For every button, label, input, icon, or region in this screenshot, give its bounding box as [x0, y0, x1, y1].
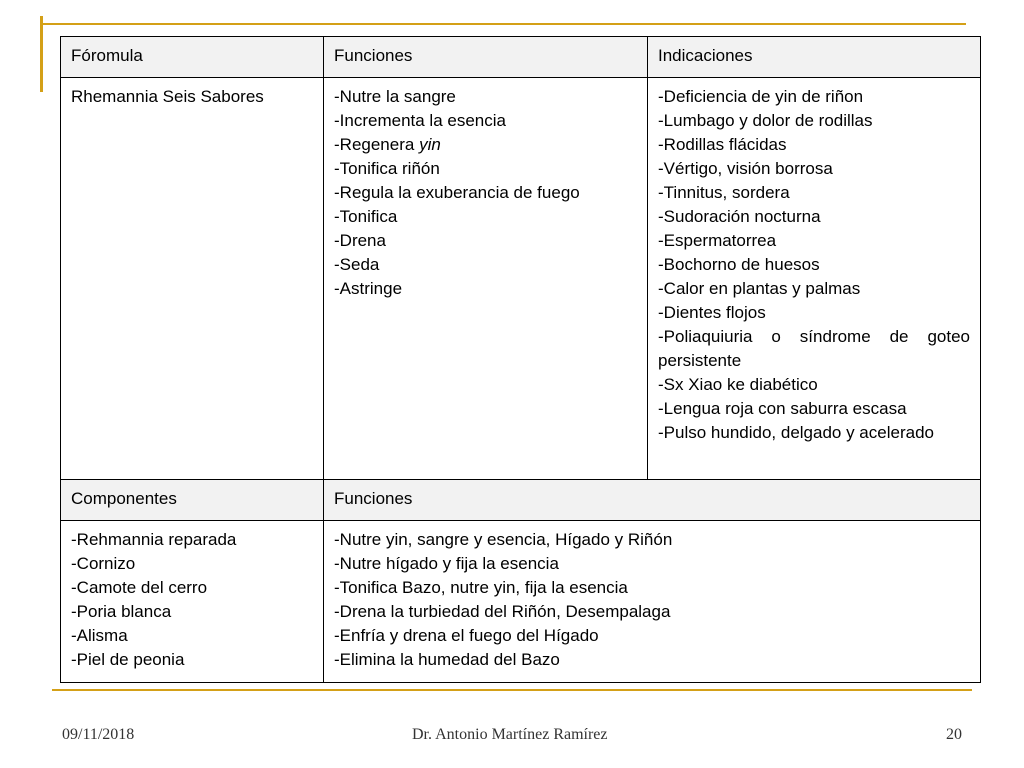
list-item: -Dientes flojos [658, 303, 766, 323]
decorative-bottom-line [52, 689, 972, 691]
header-funciones: Funciones [324, 37, 648, 78]
list-item: -Espermatorrea [658, 231, 777, 251]
list-item: -Cornizo [71, 554, 136, 574]
table-header-row-2 [61, 480, 981, 521]
indicaciones-cell [648, 78, 981, 480]
list-item: -Tonifica [334, 207, 398, 227]
list-item: -Poliaquiuria o síndrome de goteo persistente [658, 327, 970, 371]
list-item: -Rodillas flácidas [658, 135, 787, 155]
list-item: -Drena [334, 231, 386, 251]
table-row-componentes [61, 521, 981, 683]
list-item: -Incrementa la esencia [334, 111, 506, 131]
list-item: -Camote del cerro [71, 578, 208, 598]
slide-table-container [60, 36, 980, 683]
decorative-left-line [40, 16, 43, 92]
componentes-cell [61, 521, 324, 683]
list-item: -Nutre yin, sangre y esencia, Hígado y Riñón [334, 530, 673, 550]
list-item: -Seda [334, 255, 380, 275]
list-item: -Piel de peonia [71, 650, 185, 670]
list-item: -Enfría y drena el fuego del Hígado [334, 626, 599, 646]
header-formula: Fóromula [61, 37, 324, 78]
list-item: -Drena la turbiedad del Riñón, Desempalaga [334, 602, 671, 622]
list-item: -Bochorno de huesos [658, 255, 820, 275]
list-item: -Elimina la humedad del Bazo [334, 650, 560, 670]
header-componentes: Componentes [61, 480, 324, 521]
header-indicaciones: Indicaciones [648, 37, 981, 78]
list-item-regenera [334, 133, 637, 157]
list-item: -Deficiencia de yin de riñon [658, 87, 864, 107]
list-item: -Regula la exuberancia de fuego [334, 183, 580, 203]
list-item: -Nutre hígado y fija la esencia [334, 554, 559, 574]
list-item: -Nutre la sangre [334, 87, 456, 107]
decorative-top-line [40, 23, 966, 25]
list-item: -Vértigo, visión borrosa [658, 159, 833, 179]
formula-name: Rhemannia Seis Sabores [61, 78, 324, 480]
list-item: -Tinnitus, sordera [658, 183, 790, 203]
table-header-row [61, 37, 981, 78]
regenera-text: -Regenera [334, 135, 420, 155]
componentes-funciones-cell [324, 521, 981, 683]
footer-date: 09/11/2018 [62, 726, 135, 743]
list-item: -Rehmannia reparada [71, 530, 237, 550]
list-item: -Alisma [71, 626, 128, 646]
funciones-cell [324, 78, 648, 480]
list-item: -Sudoración nocturna [658, 207, 821, 227]
list-item: -Sx Xiao ke diabético [658, 375, 818, 395]
footer-author: Dr. Antonio Martínez Ramírez [412, 726, 608, 743]
header-funciones-2: Funciones [324, 480, 981, 521]
table-row-formula [61, 78, 981, 480]
list-item: -Tonifica riñón [334, 159, 440, 179]
regenera-yin: yin [419, 135, 441, 155]
footer-page-number: 20 [946, 726, 962, 743]
list-item: -Lumbago y dolor de rodillas [658, 111, 873, 131]
list-item: -Tonifica Bazo, nutre yin, fija la esencia [334, 578, 628, 598]
list-item: -Poria blanca [71, 602, 172, 622]
list-item: -Lengua roja con saburra escasa [658, 399, 907, 419]
list-item: -Astringe [334, 279, 403, 299]
formula-table [60, 36, 981, 683]
list-item: -Pulso hundido, delgado y acelerado [658, 423, 934, 443]
list-item: -Calor en plantas y palmas [658, 279, 861, 299]
